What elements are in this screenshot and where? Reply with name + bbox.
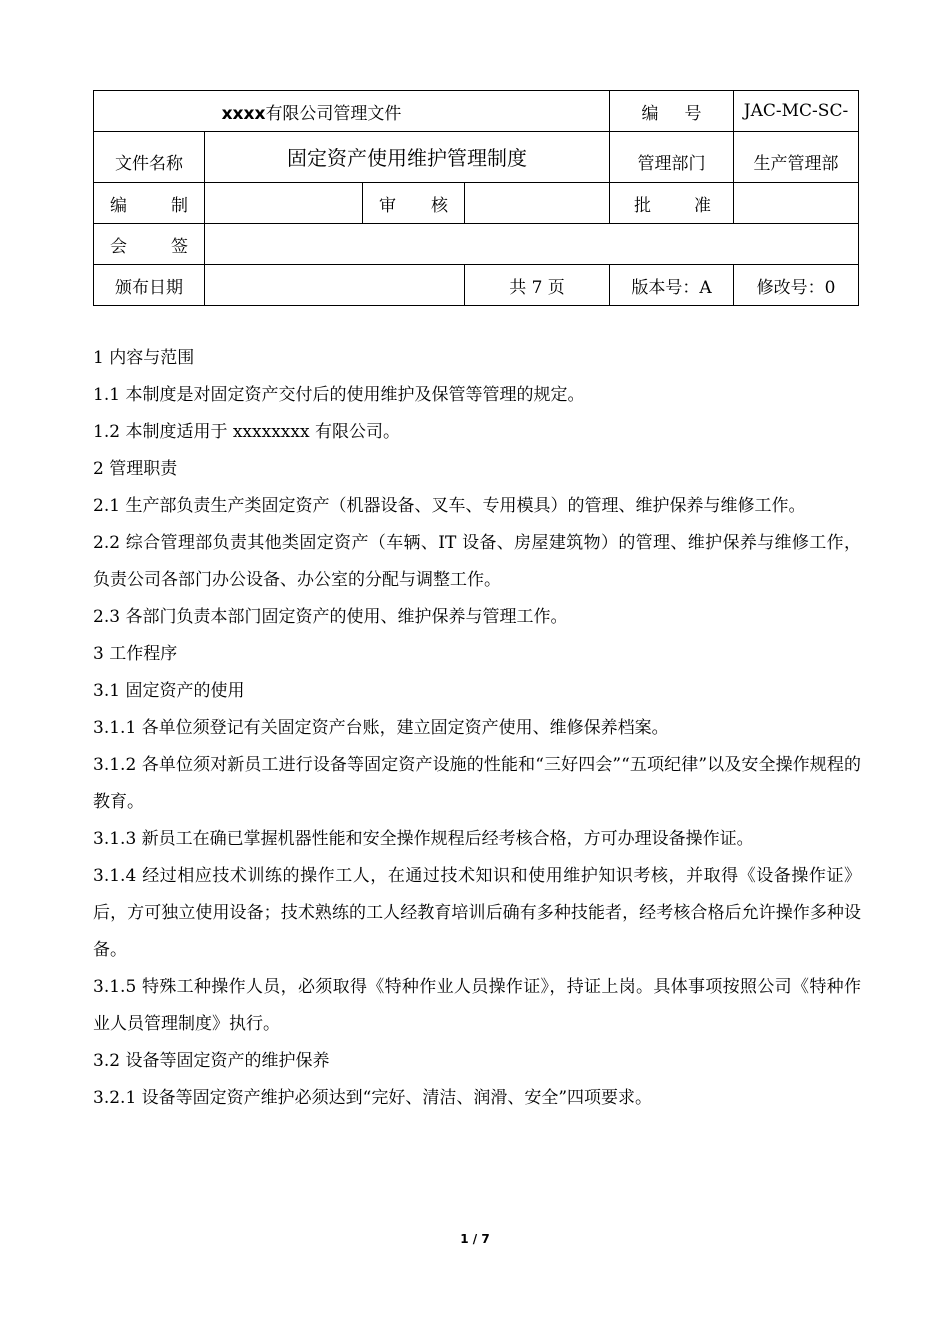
company-doc-cell: [94, 91, 610, 132]
clause-paragraph: 2.3 各部门负责本部门固定资产的使用、维护保养与管理工作。: [93, 607, 568, 627]
section-heading: 3 工作程序: [93, 644, 178, 664]
clause-paragraph: 3.1.2 各单位须对新员工进行设备等固定资产设施的性能和“三好四会”“五项纪律”以及安全操作规程的教育。: [93, 755, 861, 812]
company-name-placeholder: xxxx: [221, 103, 266, 124]
revision-cell: [734, 265, 859, 306]
pages-cell: [465, 265, 610, 306]
revision-number: 修改号：0: [756, 277, 836, 298]
section-heading: 1 内容与范围: [93, 348, 195, 368]
issue-date-label: 颁布日期: [115, 277, 183, 298]
doc-name-label-cell: [94, 132, 205, 183]
document-header-grid: [93, 90, 859, 306]
document-number: JAC-MC-SC-: [743, 101, 849, 121]
header-row-issue: [94, 265, 859, 306]
company-doc-label: 有限公司管理文件: [265, 103, 402, 124]
number-label-1: 编: [641, 103, 659, 124]
subsection-heading: 3.1 固定资产的使用: [93, 681, 245, 701]
countersign-value-cell: [205, 224, 859, 265]
approve-value-cell: [734, 183, 859, 224]
countersign-label-2: 签: [171, 236, 188, 257]
approve-label-cell: [610, 183, 734, 224]
countersign-label-cell: [94, 224, 205, 265]
clause-paragraph: 2.2 综合管理部负责其他类固定资产（车辆、IT 设备、房屋建筑物）的管理、维护保养与维修工作，负责公司各部门办公设备、办公室的分配与调整工作。: [93, 533, 861, 590]
header-row-countersign: [94, 224, 859, 265]
version-cell: [610, 265, 734, 306]
header-row-title: [94, 132, 859, 183]
clause-paragraph: 3.1.4 经过相应技术训练的操作工人，在通过技术知识和使用维护知识考核，并取得《设备操作证》后，方可独立使用设备；技术熟练的工人经教育培训后确有多种技能者，经考核合格后允许操作多种设备。: [93, 866, 861, 960]
clause-paragraph: 3.1.1 各单位须登记有关固定资产台账，建立固定资产使用、维修保养档案。: [93, 718, 669, 738]
compile-value-cell: [205, 183, 363, 224]
document-body: [93, 340, 861, 1117]
page-footer: [0, 1232, 950, 1246]
doc-title-cell: [205, 132, 610, 183]
clause-paragraph: 3.2.1 设备等固定资产维护必须达到“完好、清洁、润滑、安全”四项要求。: [93, 1088, 653, 1108]
review-label-cell: [363, 183, 465, 224]
issue-date-label-cell: [94, 265, 205, 306]
clause-paragraph: 1.1 本制度是对固定资产交付后的使用维护及保管等管理的规定。: [93, 385, 585, 405]
number-value-cell: [734, 91, 859, 132]
review-label-1: 审: [379, 195, 396, 216]
approve-label-2: 准: [694, 195, 711, 216]
compile-label-2: 制: [171, 195, 188, 216]
countersign-label-1: 会: [110, 236, 127, 257]
clause-paragraph: 2.1 生产部负责生产类固定资产（机器设备、叉车、专用模具）的管理、维护保养与维修工作。: [93, 496, 806, 516]
version-number: 版本号：A: [631, 277, 712, 298]
number-label-2: 号: [684, 103, 702, 124]
subsection-heading: 3.2 设备等固定资产的维护保养: [93, 1051, 330, 1071]
section-heading: 2 管理职责: [93, 459, 178, 479]
header-row-company: [94, 91, 859, 132]
review-label-2: 核: [431, 195, 448, 216]
approve-label-1: 批: [634, 195, 651, 216]
dept-label: 管理部门: [637, 154, 706, 174]
document-title: 固定资产使用维护管理制度: [287, 146, 527, 170]
page-count: 共 7 页: [509, 277, 565, 298]
clause-paragraph: 1.2 本制度适用于 xxxxxxxx 有限公司。: [93, 422, 400, 442]
review-value-cell: [465, 183, 610, 224]
compile-label-1: 编: [110, 195, 127, 216]
doc-name-label: 文件名称: [115, 154, 183, 174]
header-row-approval: [94, 183, 859, 224]
clause-paragraph: 3.1.5 特殊工种操作人员，必须取得《特种作业人员操作证》，持证上岗。具体事项按照公司《特种作业人员管理制度》执行。: [93, 977, 861, 1034]
page-indicator: 1 / 7: [460, 1232, 490, 1246]
number-label-cell: [610, 91, 734, 132]
dept-label-cell: [610, 132, 734, 183]
compile-label-cell: [94, 183, 205, 224]
dept-value: 生产管理部: [753, 154, 839, 174]
issue-date-value-cell: [205, 265, 465, 306]
dept-value-cell: [734, 132, 859, 183]
clause-paragraph: 3.1.3 新员工在确已掌握机器性能和安全操作规程后经考核合格，方可办理设备操作证。: [93, 829, 754, 849]
